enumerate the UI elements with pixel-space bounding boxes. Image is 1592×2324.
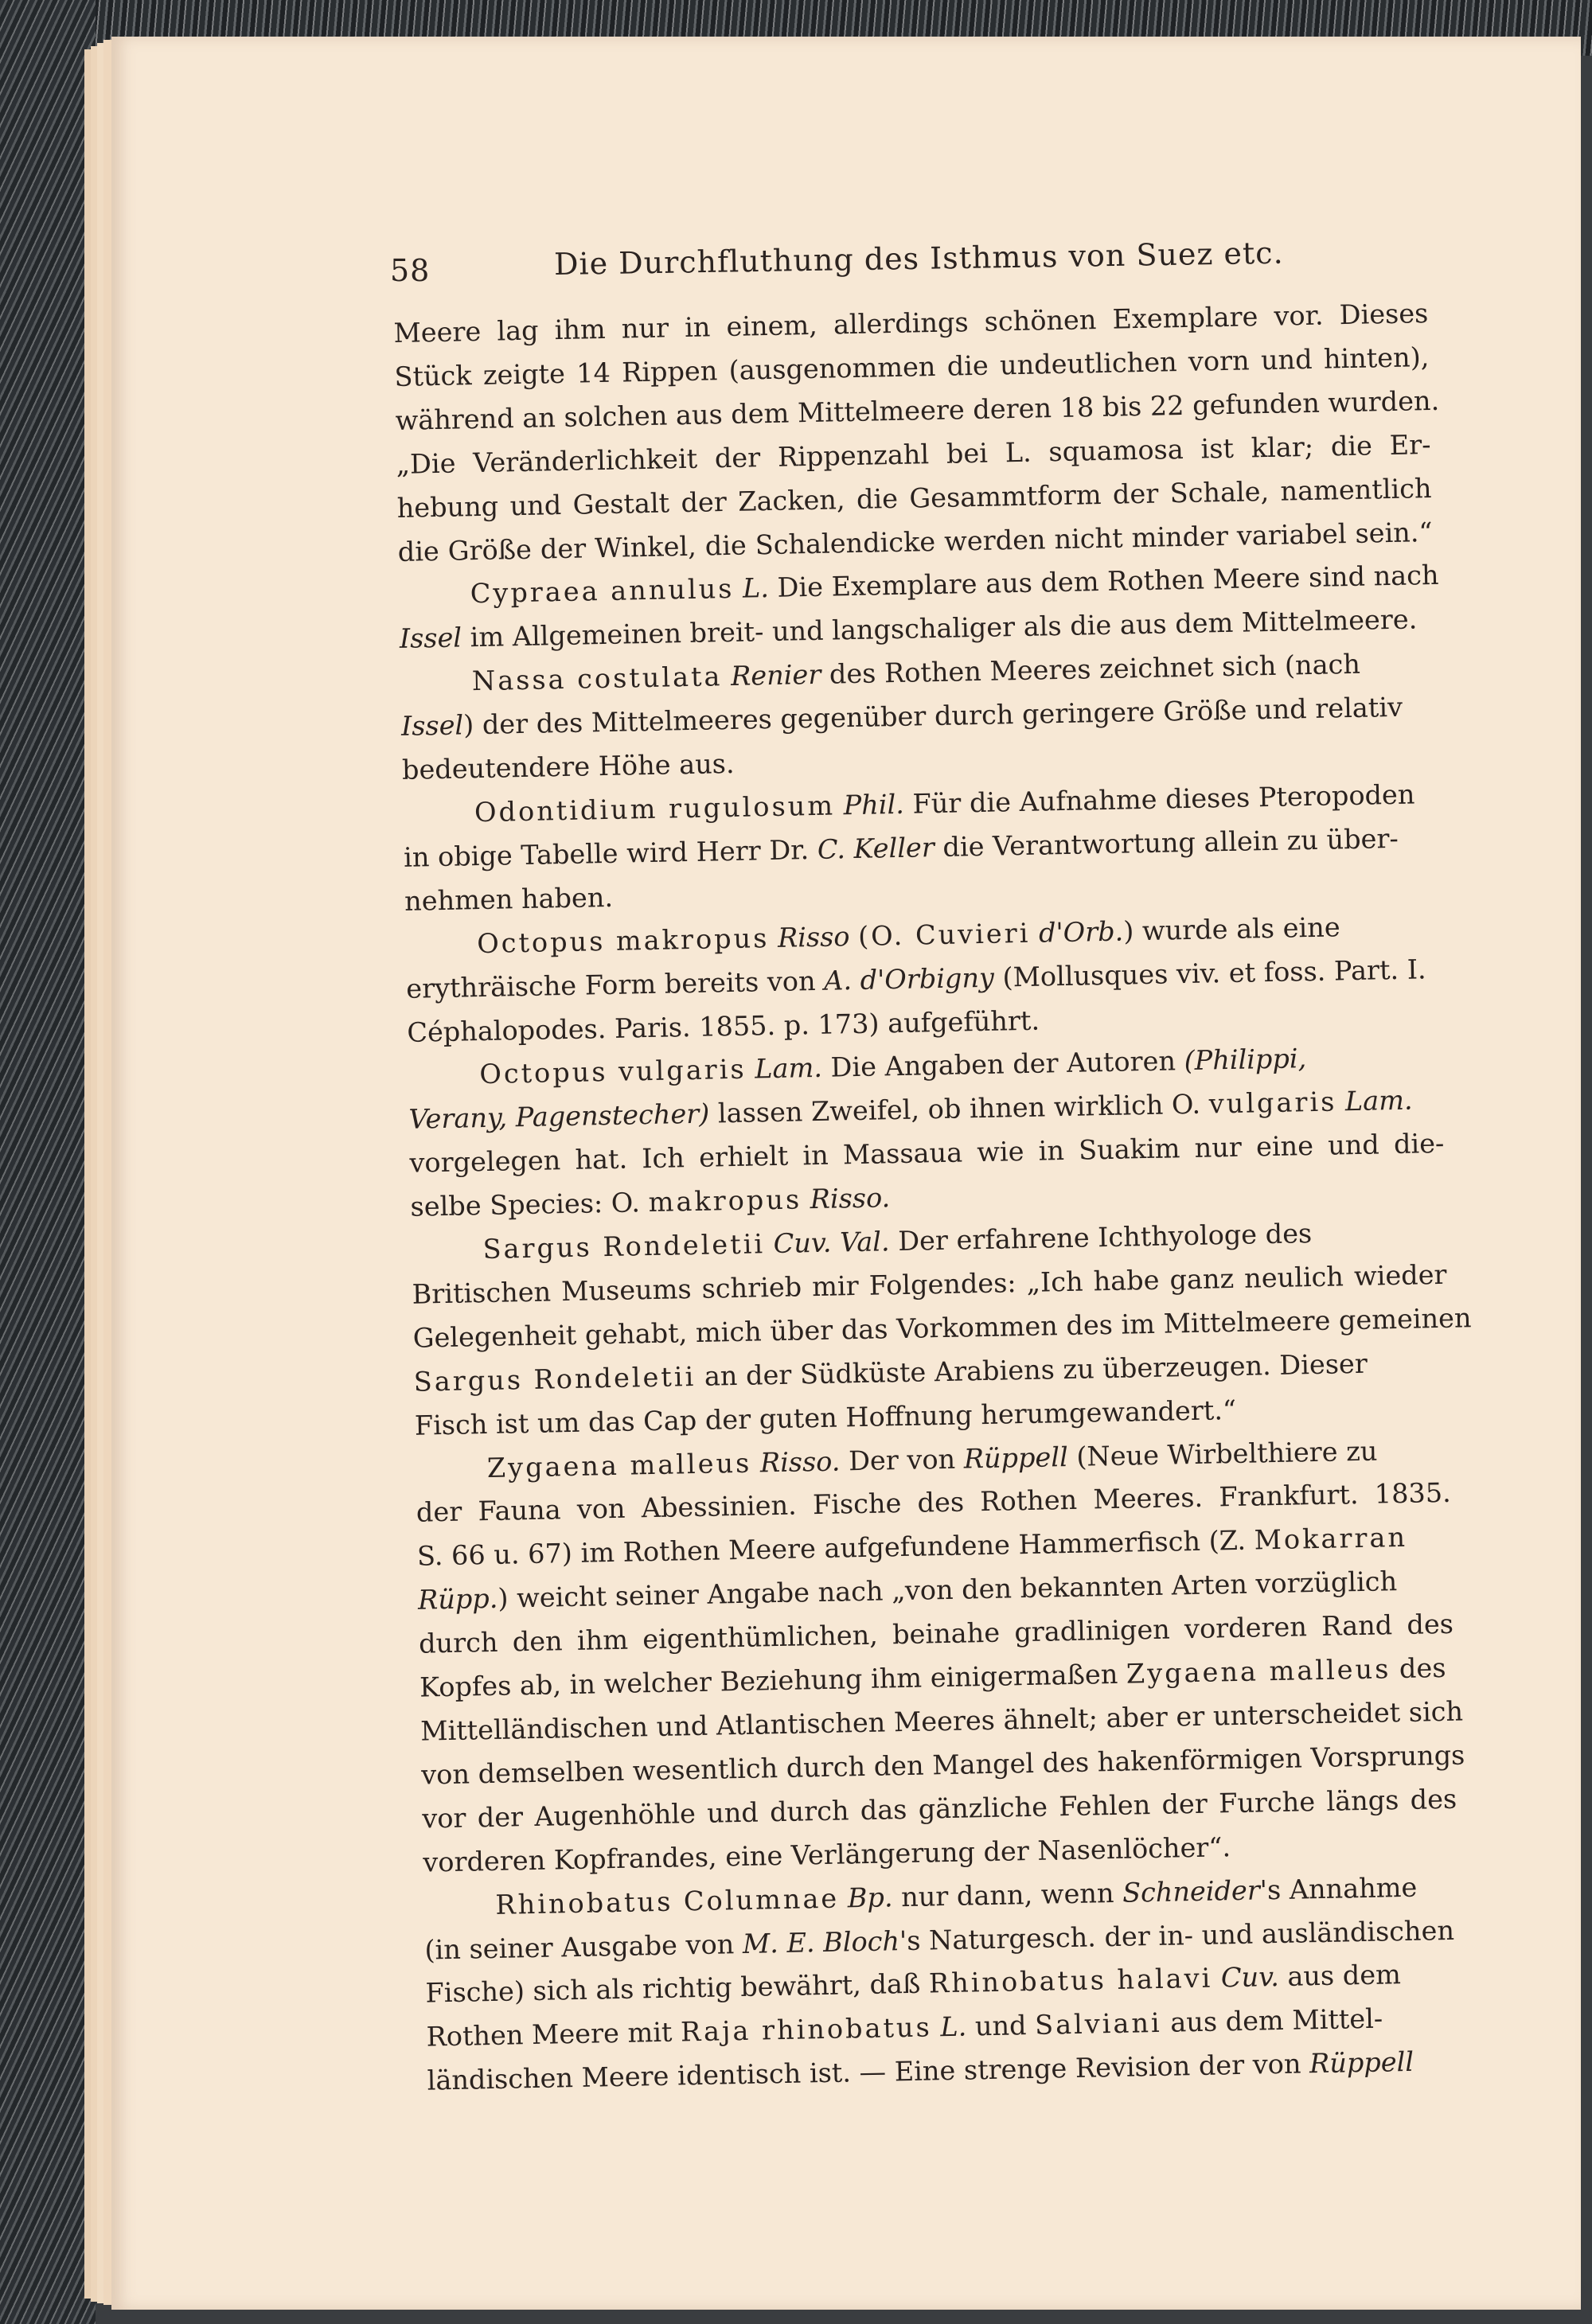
author-name: Lam. <box>754 1052 823 1085</box>
author-name: Cuv. Val. <box>773 1226 890 1260</box>
text-span: ) weicht seiner Angabe nach „von den bekannten Arten vorzüglich <box>498 1566 1398 1615</box>
author-name: d'Orb. <box>1038 915 1124 949</box>
species-name: Nassa costulata <box>471 661 723 697</box>
text-span: Fische) sich als richtig bewährt, daß <box>425 1968 921 2010</box>
text-line: hebung und Gestalt der Zacken, die Gesammtform der Schale, namentlich <box>396 472 1432 524</box>
text-span: Kopfes ab, in welcher Beziehung ihm einigermaßen <box>419 1658 1118 1703</box>
author-name: Issel <box>400 709 464 743</box>
text-line: Fisch ist um das Cap der guten Hoffnung herumgewandert.“ <box>414 1394 1237 1441</box>
author-name: Phil. <box>843 788 905 821</box>
text-line: nehmen haben. <box>404 881 614 917</box>
author-name: Cuv. <box>1220 1961 1280 1994</box>
text-line: vorderen Kopfrandes, eine Verlängerung der Nasenlöcher“. <box>423 1831 1231 1878</box>
text-span: des <box>1399 1652 1446 1685</box>
author-name: Renier <box>730 659 821 692</box>
author-name: Rüppell <box>1309 2046 1414 2080</box>
text-line: Meere lag ihm nur in einem, allerdings schönen Exemplare vor. Dieses <box>393 298 1429 349</box>
author-name: Risso. <box>759 1445 841 1478</box>
species-name: Sargus Rondeletii <box>413 1360 696 1398</box>
body-text <box>393 292 1472 2104</box>
text-span: (O. Cuvieri <box>857 917 1031 952</box>
text-line: bedeutendere Höhe aus. <box>401 747 735 786</box>
text-span: ) wurde als eine <box>1122 910 1340 947</box>
author-name: Verany, Pagenstecher) <box>408 1098 710 1136</box>
text-span: Die Angaben der Autoren <box>830 1045 1176 1084</box>
species-name: makropus <box>648 1183 802 1219</box>
text-line: die Größe der Winkel, die Schalendicke werden nicht minder variabel sein.“ <box>397 516 1433 567</box>
author-name: L. <box>939 2010 967 2043</box>
author-name: Rüppell <box>963 1441 1069 1475</box>
species-name: Salviani <box>1034 2007 1163 2041</box>
text-span: nur dann, wenn <box>900 1877 1114 1913</box>
text-span: Die Exemplare aus dem Rothen Meere sind nach <box>777 560 1439 604</box>
author-name: C. Keller <box>817 831 935 865</box>
species-name: Mokarran <box>1254 1522 1408 1556</box>
text-span: im Allgemeinen breit- und langschaliger als die aus dem Mittelmeere. <box>470 603 1418 653</box>
text-span: ländischen Meere identisch ist. — Eine strenge Revision der von <box>427 2048 1301 2096</box>
author-name: M. E. Bloch <box>742 1924 900 1959</box>
text-span: Rothen Meere mit <box>426 2017 673 2053</box>
text-line: während an solchen aus dem Mittelmeere deren 18 bis 22 gefunden wurden. <box>395 384 1440 436</box>
text-line: „Die Veränderlichkeit der Rippenzahl bei L. squamosa ist klar; die Er- <box>396 428 1431 480</box>
author-name: A. d'Orbigny <box>823 961 995 996</box>
species-name: vulgaris <box>1208 1086 1337 1120</box>
text-span: 's Annahme <box>1259 1871 1418 1906</box>
text-span: S. 66 u. 67) im Rothen Meere aufgefundene Hammerfisch (Z. <box>416 1525 1247 1573</box>
species-name: Odontidium rugulosum <box>474 790 836 829</box>
author-name: Bp. <box>847 1881 893 1914</box>
text-line: der Fauna von Abessinien. Fische des Rothen Meeres. Frankfurt. 1835. <box>416 1477 1452 1529</box>
text-span: (Mollusques viv. et foss. Part. I. <box>1002 953 1426 993</box>
text-line: durch den ihm eigenthümlichen, beinahe gradlinigen vorderen Rand des <box>418 1608 1454 1659</box>
text-line: Britischen Museums schrieb mir Folgendes: „Ich habe ganz neulich wieder <box>412 1258 1447 1310</box>
text-line: Céphalopodes. Paris. 1855. p. 173) aufgeführt. <box>406 1004 1040 1048</box>
species-name: Rhinobatus halavi <box>928 1963 1213 1999</box>
text-span: aus dem <box>1287 1959 1402 1993</box>
author-name: Rüpp. <box>417 1583 498 1616</box>
author-name: L. <box>742 572 770 605</box>
species-name: Cypraea annulus <box>470 573 735 610</box>
text-line: vorgelegen hat. Ich erhielt in Massaua wie in Suakim nur eine und die- <box>409 1128 1445 1180</box>
species-name: Raja rhinobatus <box>680 2011 933 2048</box>
text-span: erythräische Form bereits von <box>405 965 816 1004</box>
text-span: lassen Zweifel, ob ihnen wirklich O. <box>717 1089 1201 1129</box>
text-line: Gelegenheit gehabt, mich über das Vorkommen des im Mittelmeere gemeinen <box>412 1302 1472 1354</box>
running-head: Die Durchfluthung des Isthmus von Suez etc. <box>553 235 1284 282</box>
text-line: von demselben wesentlich durch den Mangel des hakenförmigen Vorsprungs <box>420 1739 1465 1791</box>
text-span: an der Südküste Arabiens zu überzeugen. Dieser <box>704 1347 1368 1392</box>
text-line: vor der Augenhöhle und durch das gänzliche Fehlen der Furche längs des <box>421 1783 1457 1835</box>
species-name: Sargus Rondeletii <box>482 1228 766 1265</box>
text-line: Stück zeigte 14 Rippen (ausgenommen die undeutlichen vorn und hinten), <box>394 341 1430 392</box>
text-span: die Verantwortung allein zu über- <box>942 822 1399 863</box>
text-span: (Neue Wirbelthiere zu <box>1075 1435 1378 1472</box>
text-span: Der erfahrene Ichthyologe des <box>897 1218 1313 1258</box>
book-cover-left <box>0 0 96 2324</box>
species-name: Zygaena malleus <box>1126 1653 1391 1690</box>
text-span: aus dem Mittel- <box>1169 2002 1383 2038</box>
author-name: Lam. <box>1344 1084 1413 1117</box>
page-number: 58 <box>390 253 431 288</box>
author-name: Risso. <box>810 1182 891 1215</box>
text-span: Der von <box>848 1443 956 1476</box>
text-span: Für die Aufnahme dieses Pteropoden <box>912 778 1415 820</box>
text-span: des Rothen Meeres zeichnet sich (nach <box>829 649 1361 690</box>
text-span: ) der des Mittelmeeres gegenüber durch geringere Größe und relativ <box>462 691 1403 741</box>
text-line: Mittelländischen und Atlantischen Meeres ähnelt; aber er unterscheidet sich <box>419 1695 1464 1747</box>
text-span: (in seiner Ausgabe von <box>424 1928 735 1966</box>
species-name: Octopus makropus <box>476 922 770 959</box>
species-name: Octopus vulgaris <box>479 1054 747 1090</box>
text-span: in obige Tabelle wird Herr Dr. <box>403 833 810 873</box>
text-span: 's Naturgesch. der in- und ausländischen <box>899 1914 1455 1956</box>
author-name: Risso <box>777 920 850 953</box>
author-name: Schneider <box>1122 1874 1261 1909</box>
text-span: selbe Species: O. <box>410 1187 641 1222</box>
author-name: (Philippi, <box>1184 1043 1307 1077</box>
author-name: Issel <box>399 622 462 655</box>
species-name: Zygaena malleus <box>486 1447 752 1484</box>
species-name: Rhinobatus Columnae <box>495 1882 840 1920</box>
text-span: und <box>974 2010 1027 2042</box>
